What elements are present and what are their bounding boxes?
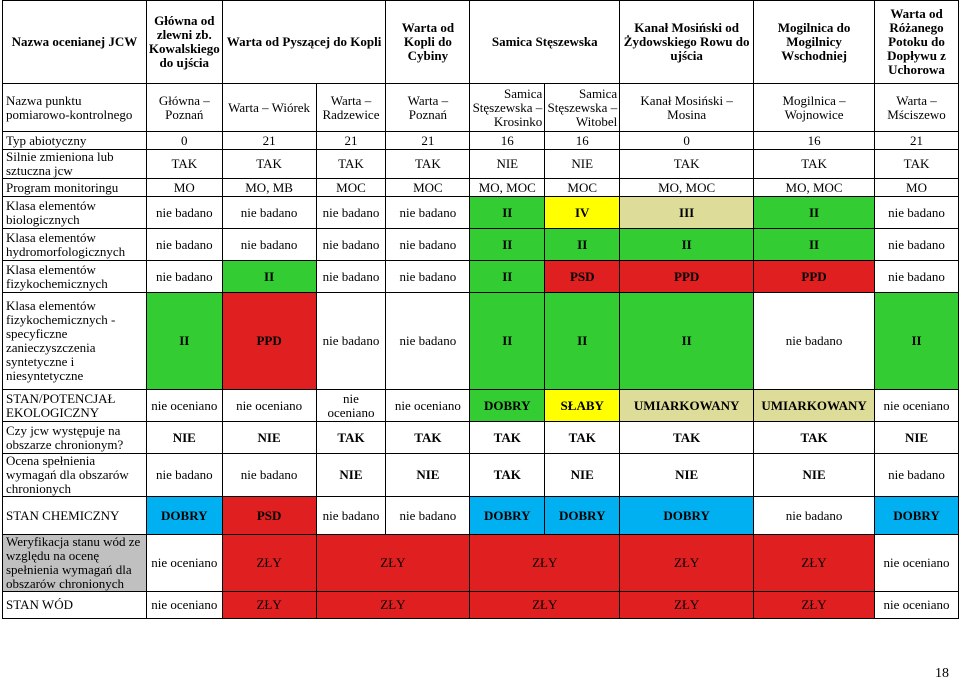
cell: nie oceniano	[146, 390, 222, 422]
cell: nie oceniano	[875, 390, 959, 422]
cell: ZŁY	[754, 592, 875, 619]
cell: MO, MOC	[620, 179, 754, 197]
table-row	[3, 261, 959, 293]
cell: TAK	[754, 150, 875, 179]
cell: nie badano	[316, 261, 386, 293]
point-name: Warta – Mściszewo	[875, 84, 959, 132]
cell: 16	[470, 132, 545, 150]
row-label: Silnie zmieniona lub sztuczna jcw	[3, 150, 147, 179]
cell: DOBRY	[545, 497, 620, 535]
cell: TAK	[146, 150, 222, 179]
cell: 21	[386, 132, 470, 150]
cell: II	[620, 293, 754, 390]
cell: TAK	[875, 150, 959, 179]
cell: nie oceniano	[316, 390, 386, 422]
cell: TAK	[620, 422, 754, 454]
point-name: Samica Stęszewska – Krosinko	[470, 84, 545, 132]
jcw-name: Kanał Mosiński od Żydowskiego Rowu do ujścia	[620, 1, 754, 84]
point-header-row	[3, 84, 959, 132]
cell: NIE	[875, 422, 959, 454]
row-label: Typ abiotyczny	[3, 132, 147, 150]
jcw-name: Główna od zlewni zb. Kowalskiego do ujścia	[146, 1, 222, 84]
cell: TAK	[545, 422, 620, 454]
row-label: STAN/POTENCJAŁ EKOLOGICZNY	[3, 390, 147, 422]
cell: nie badano	[754, 497, 875, 535]
cell: nie badano	[146, 261, 222, 293]
point-name: Główna – Poznań	[146, 84, 222, 132]
table-row	[3, 293, 959, 390]
cell: II	[875, 293, 959, 390]
cell: NIE	[545, 150, 620, 179]
cell: nie badano	[386, 261, 470, 293]
cell: ZŁY	[470, 535, 620, 592]
cell: ZŁY	[754, 535, 875, 592]
cell: ZŁY	[222, 592, 316, 619]
jcw-name: Warta od Różanego Potoku do Dopływu z Uchorowa	[875, 1, 959, 84]
point-name: Kanał Mosiński – Mosina	[620, 84, 754, 132]
jcw-name: Mogilnica do Mogilnicy Wschodniej	[754, 1, 875, 84]
cell: ZŁY	[222, 535, 316, 592]
cell: nie badano	[875, 197, 959, 229]
row-label: Klasa elementów hydromorfologicznych	[3, 229, 147, 261]
cell: 21	[316, 132, 386, 150]
cell: nie badano	[222, 454, 316, 497]
cell: nie oceniano	[875, 592, 959, 619]
cell: II	[545, 229, 620, 261]
cell: nie badano	[146, 229, 222, 261]
cell: TAK	[470, 422, 545, 454]
cell: UMIARKOWANY	[754, 390, 875, 422]
cell: MO	[875, 179, 959, 197]
cell: TAK	[386, 422, 470, 454]
cell: NIE	[222, 422, 316, 454]
jcw-header-row	[3, 1, 959, 84]
cell: nie badano	[316, 497, 386, 535]
cell: nie badano	[146, 454, 222, 497]
cell: nie badano	[875, 454, 959, 497]
cell: NIE	[620, 454, 754, 497]
cell: II	[470, 293, 545, 390]
cell: 21	[875, 132, 959, 150]
cell: 16	[754, 132, 875, 150]
page-number: 18	[935, 666, 949, 681]
row-label: Klasa elementów fizykochemicznych	[3, 261, 147, 293]
row-label: STAN WÓD	[3, 592, 147, 619]
cell: nie oceniano	[146, 535, 222, 592]
cell: nie badano	[316, 197, 386, 229]
cell: nie oceniano	[875, 535, 959, 592]
cell: NIE	[146, 422, 222, 454]
cell: III	[620, 197, 754, 229]
table-row	[3, 229, 959, 261]
cell: TAK	[386, 150, 470, 179]
cell: nie badano	[146, 197, 222, 229]
jcw-name: Samica Stęszewska	[470, 1, 620, 84]
cell: nie badano	[316, 293, 386, 390]
row-label: Ocena spełnienia wymagań dla obszarów chronionych	[3, 454, 147, 497]
cell: 16	[545, 132, 620, 150]
point-name: Samica Stęszewska – Witobel	[545, 84, 620, 132]
cell: nie badano	[222, 229, 316, 261]
cell: nie badano	[316, 229, 386, 261]
cell: ZŁY	[620, 592, 754, 619]
cell: DOBRY	[875, 497, 959, 535]
row-label: Klasa elementów biologicznych	[3, 197, 147, 229]
cell: 21	[222, 132, 316, 150]
cell: ZŁY	[316, 535, 470, 592]
cell: II	[470, 229, 545, 261]
jcw-label: Nazwa ocenianej JCW	[3, 1, 147, 84]
row-label: Czy jcw występuje na obszarze chronionym?	[3, 422, 147, 454]
cell: PPD	[620, 261, 754, 293]
row-label: Weryfikacja stanu wód ze względu na ocenę spełnienia wymagań dla obszarów chronionych	[3, 535, 147, 592]
assessment-table	[2, 0, 959, 619]
cell: TAK	[316, 422, 386, 454]
row-label: Program monitoringu	[3, 179, 147, 197]
point-name: Warta – Radzewice	[316, 84, 386, 132]
cell: TAK	[620, 150, 754, 179]
table-body	[3, 132, 959, 535]
cell: PSD	[222, 497, 316, 535]
cell: nie badano	[875, 261, 959, 293]
cell: NIE	[386, 454, 470, 497]
cell: II	[754, 197, 875, 229]
cell: MOC	[386, 179, 470, 197]
point-name: Warta – Wiórek	[222, 84, 316, 132]
table-row	[3, 454, 959, 497]
cell: nie badano	[222, 197, 316, 229]
cell: nie oceniano	[146, 592, 222, 619]
cell: PPD	[754, 261, 875, 293]
cell: 0	[146, 132, 222, 150]
cell: nie badano	[386, 497, 470, 535]
cell: SŁABY	[545, 390, 620, 422]
table-row	[3, 132, 959, 150]
cell: PSD	[545, 261, 620, 293]
cell: nie badano	[754, 293, 875, 390]
cell: MOC	[316, 179, 386, 197]
cell: UMIARKOWANY	[620, 390, 754, 422]
cell: NIE	[545, 454, 620, 497]
cell: nie badano	[875, 229, 959, 261]
cell: MO, MB	[222, 179, 316, 197]
cell: TAK	[316, 150, 386, 179]
cell: MO, MOC	[470, 179, 545, 197]
row-label: STAN CHEMICZNY	[3, 497, 147, 535]
cell: nie badano	[386, 293, 470, 390]
jcw-name: Warta od Kopli do Cybiny	[386, 1, 470, 84]
cell: II	[545, 293, 620, 390]
point-label: Nazwa punktu pomiarowo-kontrolnego	[3, 84, 147, 132]
cell: ZŁY	[470, 592, 620, 619]
cell: II	[146, 293, 222, 390]
cell: II	[222, 261, 316, 293]
cell: nie oceniano	[222, 390, 316, 422]
cell: IV	[545, 197, 620, 229]
weryfikacja-row	[3, 535, 959, 592]
cell: ZŁY	[316, 592, 470, 619]
table-row	[3, 390, 959, 422]
table-row	[3, 150, 959, 179]
table-row	[3, 197, 959, 229]
cell: 0	[620, 132, 754, 150]
cell: NIE	[316, 454, 386, 497]
cell: TAK	[470, 454, 545, 497]
cell: DOBRY	[620, 497, 754, 535]
cell: PPD	[222, 293, 316, 390]
cell: ZŁY	[620, 535, 754, 592]
cell: MO, MOC	[754, 179, 875, 197]
cell: nie oceniano	[386, 390, 470, 422]
table-row	[3, 179, 959, 197]
cell: nie badano	[386, 229, 470, 261]
cell: NIE	[754, 454, 875, 497]
cell: nie badano	[386, 197, 470, 229]
cell: DOBRY	[146, 497, 222, 535]
cell: MOC	[545, 179, 620, 197]
jcw-name: Warta od Pyszącej do Kopli	[222, 1, 386, 84]
cell: TAK	[754, 422, 875, 454]
point-name: Warta – Poznań	[386, 84, 470, 132]
cell: DOBRY	[470, 497, 545, 535]
cell: II	[470, 261, 545, 293]
cell: NIE	[470, 150, 545, 179]
stan-wod-row	[3, 592, 959, 619]
cell: MO	[146, 179, 222, 197]
cell: II	[754, 229, 875, 261]
row-label: Klasa elementów fizykochemicznych - specyficzne zanieczyszczenia syntetyczne i niesyntetyczne	[3, 293, 147, 390]
cell: II	[470, 197, 545, 229]
cell: II	[620, 229, 754, 261]
cell: DOBRY	[470, 390, 545, 422]
cell: TAK	[222, 150, 316, 179]
table-row	[3, 422, 959, 454]
table-row	[3, 497, 959, 535]
point-name: Mogilnica – Wojnowice	[754, 84, 875, 132]
